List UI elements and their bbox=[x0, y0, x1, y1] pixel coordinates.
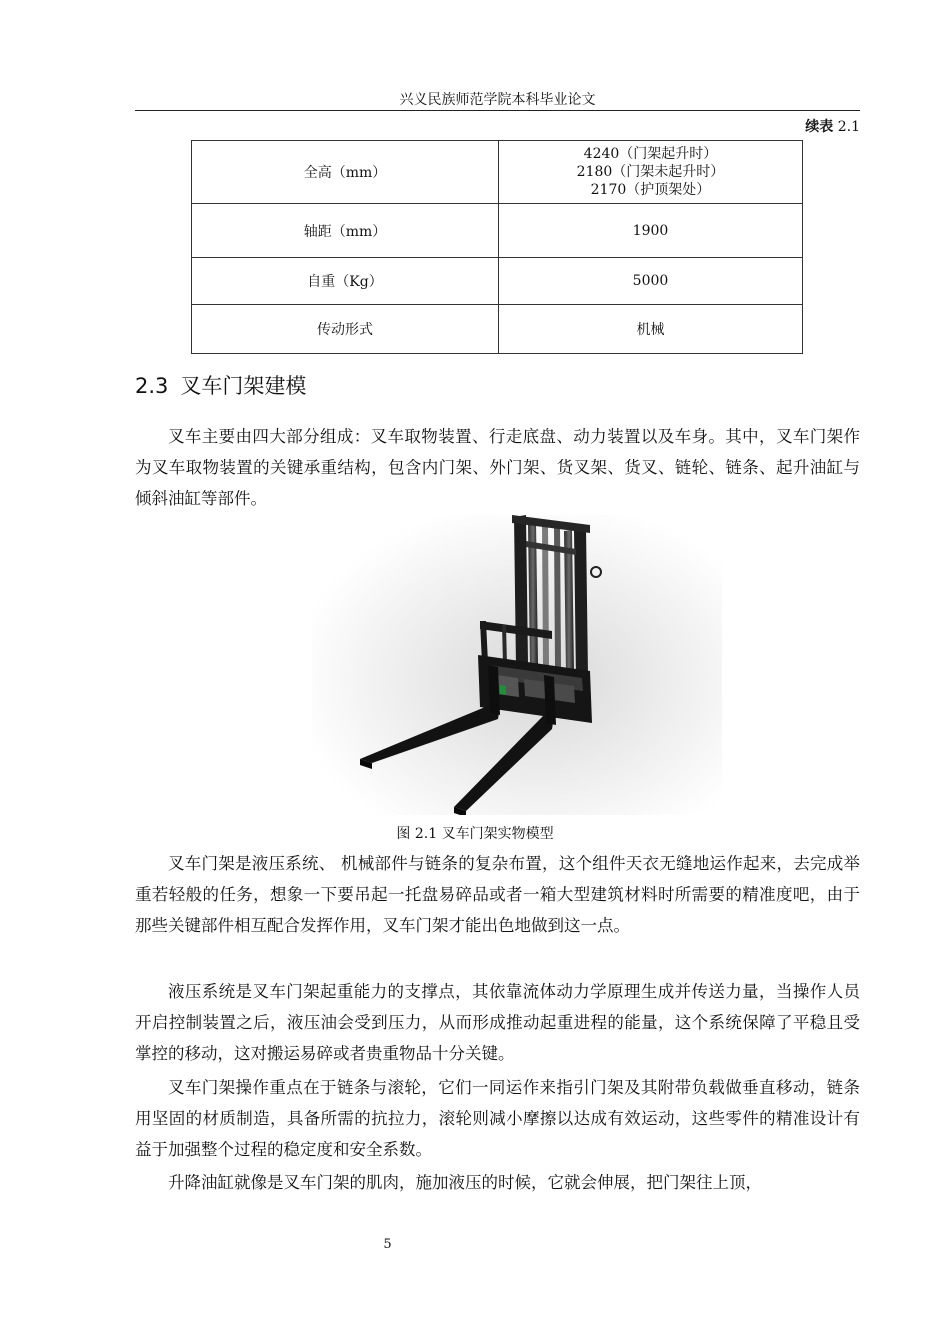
table-row bbox=[192, 141, 803, 204]
paragraph: 叉车主要由四大部分组成：叉车取物装置、行走底盘、动力装置以及车身。其中，叉车门架作为叉车取物装置的关键承重结构，包含内门架、外门架、货叉架、货叉、链轮、链条、起升油缸与倾斜油缸等部件。 bbox=[135, 427, 860, 508]
table-row bbox=[192, 258, 803, 305]
table-value-line: 4240（门架起升时） bbox=[583, 146, 718, 162]
table-cell-key: 传动形式 bbox=[192, 305, 499, 354]
table-cell-value: 机械 bbox=[499, 305, 803, 354]
table-value-line: 2180（门架未起升时） bbox=[576, 164, 725, 180]
section-number: 2.3 bbox=[135, 374, 169, 398]
section-title: 叉车门架建模 bbox=[180, 374, 307, 398]
paragraph: 叉车门架操作重点在于链条与滚轮，它们一同运作来指引门架及其附带负载做垂直移动，链条用坚固的材质制造，具备所需的抗拉力，滚轮则减小摩擦以达成有效运动，这些零件的精准设计有益于加强整个过程的稳定度和安全系数。 bbox=[135, 1078, 860, 1159]
table-cell-value: 5000 bbox=[499, 258, 803, 305]
spec-table bbox=[191, 140, 803, 354]
table-cell-key: 自重（Kg） bbox=[192, 258, 499, 305]
paragraph: 升降油缸就像是叉车门架的肌肉，施加液压的时候，它就会伸展，把门架往上顶， bbox=[168, 1173, 762, 1192]
table-cell-key: 轴距（mm） bbox=[192, 204, 499, 258]
running-header: 兴义民族师范学院本科毕业论文 bbox=[399, 92, 596, 108]
table-cell-value bbox=[499, 141, 803, 204]
table-value-line: 2170（护顶架处） bbox=[590, 182, 711, 198]
paragraph: 叉车门架是液压系统、 机械部件与链条的复杂布置，这个组件天衣无缝地运作起来，去完成举重若轻般的任务，想象一下要吊起一托盘易碎品或者一箱大型建筑材料时所需要的精准度吧，由于那些关键部件相互配合发挥作用，叉车门架才能出色地做到这一点。 bbox=[135, 854, 860, 935]
table-row bbox=[192, 204, 803, 258]
table-caption bbox=[805, 118, 860, 136]
figure-caption: 图 2.1 叉车门架实物模型 bbox=[396, 826, 554, 842]
forklift-mast-figure bbox=[312, 515, 722, 815]
page-number: 5 bbox=[383, 1237, 392, 1252]
table-caption-number: 2.1 bbox=[837, 119, 860, 135]
header-rule bbox=[135, 110, 860, 111]
forklift-mast-illustration bbox=[312, 515, 722, 815]
paragraph: 液压系统是叉车门架起重能力的支撑点，其依靠流体动力学原理生成并传送力量，当操作人员开启控制装置之后，液压油会受到压力，从而形成推动起重进程的能量，这个系统保障了平稳且受掌控的移动，这对搬运易碎或者贵重物品十分关键。 bbox=[135, 982, 860, 1063]
table-caption-label: 续表 bbox=[805, 119, 834, 135]
table-cell-key: 全高（mm） bbox=[192, 141, 499, 204]
section-heading bbox=[135, 372, 306, 400]
table-row bbox=[192, 305, 803, 354]
table-cell-value: 1900 bbox=[499, 204, 803, 258]
